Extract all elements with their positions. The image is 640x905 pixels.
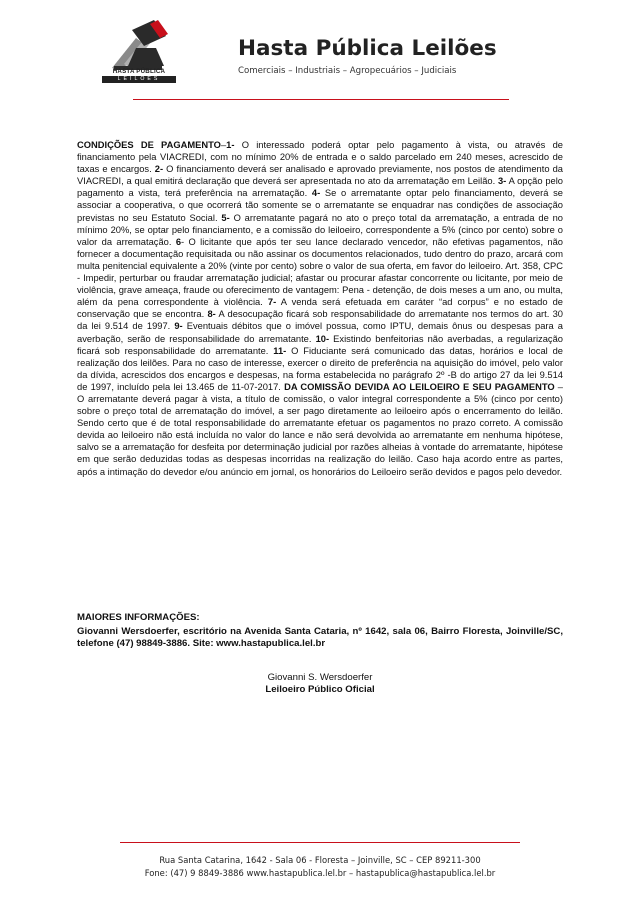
signatory-name: Giovanni S. Wersdoerfer [267, 672, 373, 683]
clause-number: 9- [174, 321, 183, 332]
clause-text: A venda será efetuada em caráter “ad corpus” e no estado de conservação que se encontra. [77, 297, 563, 320]
clause-text: O interessado poderá optar pelo pagamento à vista, ou através de financiamento pela VIACREDI, com no mínimo 20% de entrada e o saldo parcelado em 240 meses, acrescido de taxas e encargos. [77, 140, 563, 175]
clause-number: 2- [154, 164, 164, 175]
clause-text: Se o arrematante optar pelo financiamento, deverá se associar a cooperativa, o que ocorrerá tão somente se o arrematante se enquadrar nas condições de associação previstas no seu Estatuto Social. [77, 188, 563, 223]
payment-conditions-paragraph [77, 139, 563, 478]
clause-text: O financiamento deverá ser analisado e aprovado previamente, nos postos de atendimento da VIACREDI, a qual emitirá declaração que deverá ser apresentada no ato da arrematação em Leilão. [77, 164, 563, 187]
logo-caption: HASTA PÚBLICA [112, 68, 166, 75]
clause-text: Eventuais débitos que o imóvel possua, como IPTU, demais ônus ou despesas para a averbação, serão de responsabilidade do arrematante. [77, 321, 563, 344]
more-info-title: MAIORES INFORMAÇÕES: [77, 612, 200, 623]
clause-number: 10- [315, 333, 330, 344]
clause-number: 7- [267, 297, 277, 308]
footer-address: Rua Santa Catarina, 1642 - Sala 06 - Floresta – Joinville, SC – CEP 89211-300 [159, 855, 481, 865]
brand-title: Hasta Pública Leilões [238, 36, 497, 61]
commission-label: DA COMISSÃO DEVIDA AO LEILOEIRO E SEU PAGAMENTO [284, 381, 555, 392]
clause-number: 1- [226, 140, 235, 150]
signatory-role: Leiloeiro Público Oficial [265, 684, 375, 695]
clause-number: 3- [497, 176, 507, 187]
clause-text: O arrematante pagará no ato o preço total da arrematação, a entrada de no mínimo 20%, se optar pelo financiamento, e a comissão do leiloeiro, correspondente a 5% (cinco por cento) sobre o valor da arrematação. [77, 212, 564, 247]
brand-tagline: Comerciais – Industriais – Agropecuários – Judiciais [238, 66, 457, 76]
dash: – [220, 140, 227, 150]
more-info-text: Giovanni Wersdoerfer, escritório na Avenida Santa Cataria, nº 1642, sala 06, Bairro Floresta, Joinville/SC, telefone (47) 98849-3886. Site: www.hastapublica.lel.br [77, 626, 563, 650]
section-label: CONDIÇÕES DE PAGAMENTO [77, 140, 221, 150]
footer-divider [120, 842, 520, 843]
clause-number: 11- [273, 345, 287, 356]
clause-text: A desocupação ficará sob responsabilidade do arrematante nos termos do art. 30 da lei 9.514 de 1997. [77, 309, 564, 332]
clause-text: - O licitante que após ter seu lance declarado vencedor, não efetivas pagamentos, não fornecer a documentação requisitada ou não assinar os documentos relacionados, tudo dentro do prazo, arcará com multa penitencial equivalente a 20% (vinte por cento) sobre o valor de sua oferta, em favor do leiloeiro. Art. 358, CPC - Impedir, perturbar ou fraudar arrematação judicial; afastar ou procurar afastar concorrente ou licitante, por meio de violência, grave ameaça, fraude ou oferecimento de vantagem: Pena - detenção, de dois meses a um ano, ou multa, além da pena correspondente à violência. [77, 236, 563, 308]
clause-text: Existindo benfeitorias não averbadas, a regularização ficará sob responsabilidade do arrematante. [77, 333, 563, 356]
logo-subcaption: LEILÕES [102, 76, 176, 83]
clause-number: 5- [221, 212, 230, 223]
header-divider [133, 99, 509, 100]
clause-text: O Fiduciante será comunicado das datas, horários e local de realização dos leilões. Para no caso de interesse, exercer o direito de preferência na aquisição do imóvel, pelo valor da dívida, acrescidos dos encargos e despesas, na forma estabelecida no parágrafo 2º -B do artigo 27 da lei 9.514 de 1997, incluído pela lei 13.465 de 11-07-2017. [77, 345, 563, 392]
clause-number: 4- [311, 188, 321, 199]
clause-number: 6 [175, 236, 182, 247]
clause-number: 8- [207, 309, 216, 320]
clause-text: A opção pelo pagamento a vista, terá preferência na arrematação. [77, 176, 563, 199]
footer-contact: Fone: (47) 9 8849-3886 www.hastapublica.lel.br – hastapublica@hastapublica.lel.br [144, 868, 496, 878]
commission-text: – O arrematante deverá pagar à vista, a título de comissão, o valor integral correspondente a 5% (cinco por cento) sobre o preço total de arrematação do imóvel, a ser pago diretamente ao leiloeiro após o encerramento do leilão. Sendo certo que é de total responsabilidade do arrematante efetuar os pagamentos no prazo correto. A comissão devida ao leiloeiro não está incluída no valor do lance e não será devolvida ao arrematante em nenhuma hipótese, salvo se a arrematação for desfeita por determinação judicial por razões alheias à vontade do arrematante, hipótese em que serão deduzidas todas as despesas incorridas na realização do leilão. Caso haja acordo entre as partes, após a intimação do devedor e/ou anúncio em jornal, os honorários do Leiloeiro serão devidos e pagos pelo devedor. [77, 381, 563, 477]
